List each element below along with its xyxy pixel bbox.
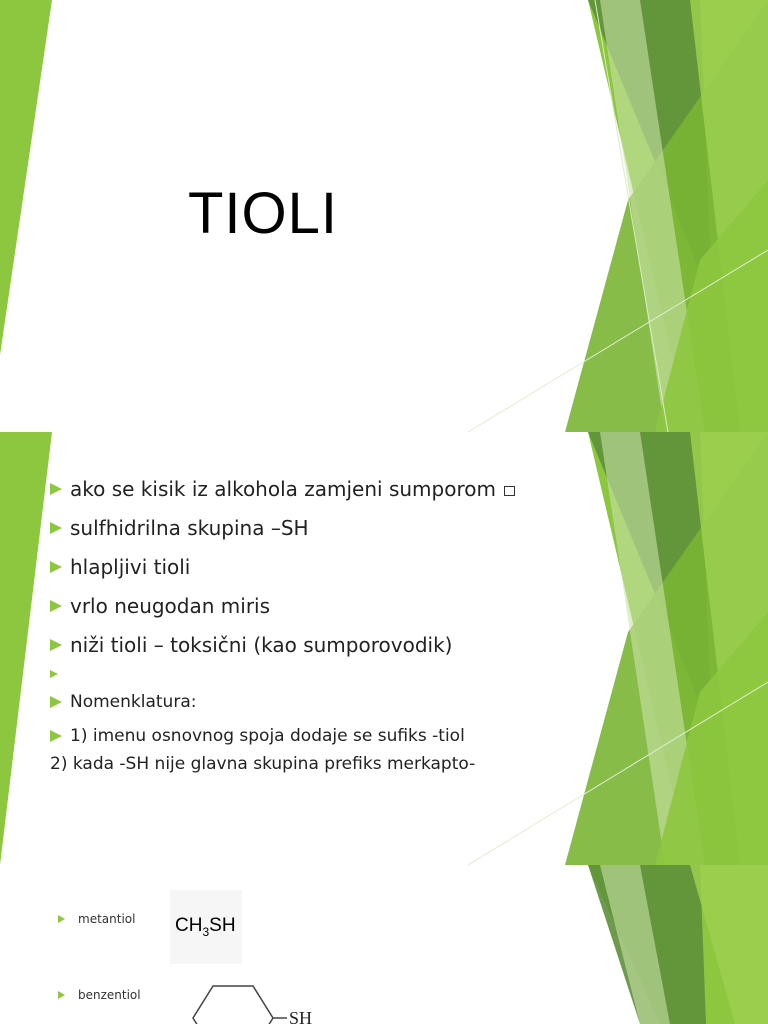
bullet-arrow-icon [50, 639, 62, 651]
bullet-item: niži tioli – toksični (kao sumporovodik) [50, 628, 610, 667]
bullet-arrow-icon [50, 561, 62, 573]
bullet-continuation: 2) kada -SH nije glavna skupina prefiks merkapto- [50, 754, 476, 774]
bullet-arrow-icon [50, 696, 62, 708]
bullet-list [50, 472, 610, 777]
bullet-item: Nomenklatura: [50, 687, 610, 721]
slide-title [0, 0, 768, 432]
bullet-arrow-icon [50, 483, 62, 495]
bullet-item: sulfhidrilna skupina –SH [50, 511, 610, 550]
bullet-item-empty [50, 667, 610, 687]
example-item-benzentiol: benzentiol [58, 988, 141, 1002]
bullet-arrow-icon [58, 915, 65, 923]
bullet-arrow-icon [50, 730, 62, 742]
slide-title-text: TIOLI [188, 181, 339, 246]
bullet-arrow-icon [58, 991, 65, 999]
benzene-substituent-label: SH [289, 1008, 313, 1024]
slide-decoration [0, 0, 768, 432]
missing-glyph-icon [504, 486, 515, 496]
bullet-arrow-icon [50, 670, 58, 678]
bullet-item: vrlo neugodan miris [50, 589, 610, 628]
chemical-formula: $CH_3SH$ [175, 915, 236, 939]
benzene-ring-structure [185, 980, 325, 1024]
example-item-metantiol: metantiol [58, 912, 135, 926]
bullet-item: ako se kisik iz alkohola zamjeni sumporom [50, 472, 610, 511]
bullet-item: hlapljivi tioli [50, 550, 610, 589]
bullet-arrow-icon [50, 600, 62, 612]
bullet-item: 1) imenu osnovnog spoja dodaje se sufiks -tiol 2) kada -SH nije glavna skupina prefiks merkapto- [50, 721, 610, 777]
bullet-arrow-icon [50, 522, 62, 534]
